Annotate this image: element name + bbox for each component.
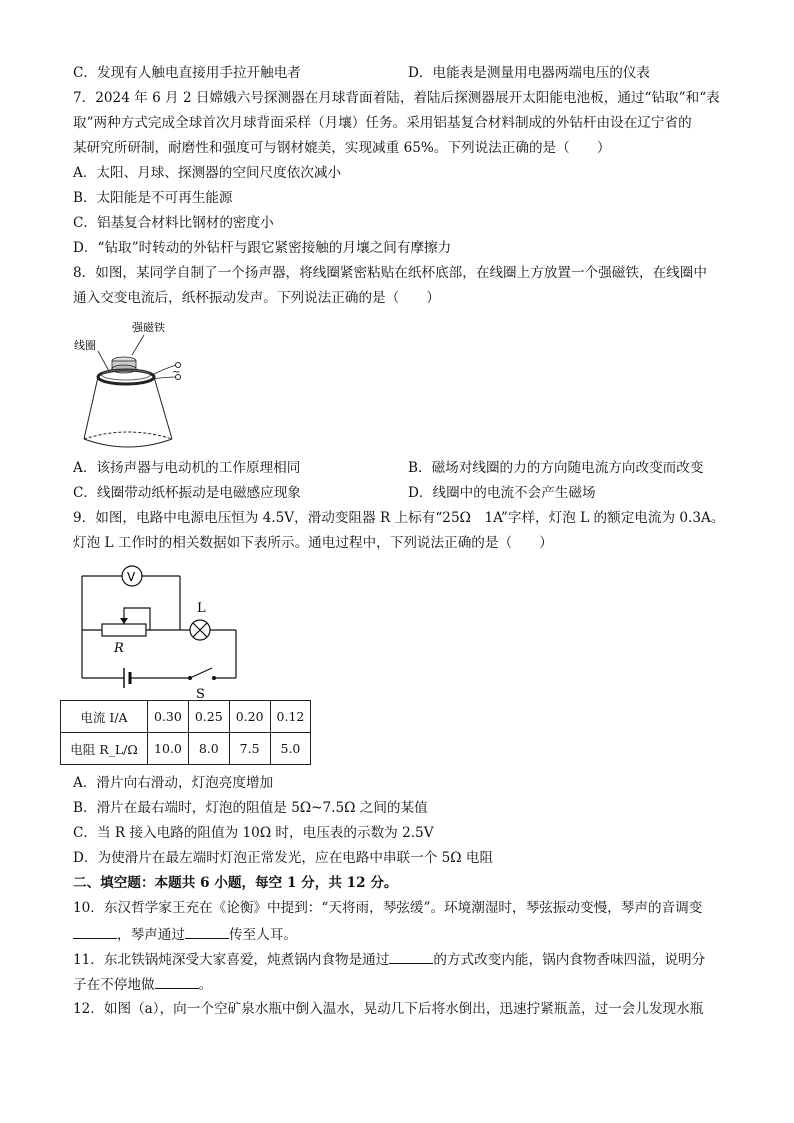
q8-stem-line1: 8．如图，某同学自制了一个扬声器，将线圈紧密粘贴在纸杯底部，在线圈上方放置一个强磁铁，在线圈中 <box>73 265 707 281</box>
magnet-label: 强磁铁 <box>132 321 165 334</box>
coil-label: 线圈 <box>74 339 96 352</box>
table-header-resistance: 电阻 R_L/Ω <box>61 733 148 765</box>
q7-stem-line3: 某研究所研制，耐磨性和强度可与钢材媲美，实现减重 65%。下列说法正确的是（ ） <box>73 140 611 156</box>
q7-option-a: A．太阳、月球、探测器的空间尺度依次减小 <box>73 165 342 181</box>
q7-option-c: C．铝基复合材料比钢材的密度小 <box>73 215 274 231</box>
q6-option-d: D．电能表是测量用电器两端电压的仪表 <box>408 65 650 81</box>
answer-blank[interactable] <box>389 949 433 964</box>
section-title: 二、填空题：本题共 6 小题，每空 1 分，共 12 分。 <box>73 875 398 891</box>
table-cell: 10.0 <box>148 733 189 765</box>
q11-line1 <box>73 949 705 969</box>
table-cell: 0.25 <box>188 701 229 733</box>
q9-stem-line2: 灯泡 L 工作时的相关数据如下表所示。通电过程中，下列说法正确的是（ ） <box>73 535 553 551</box>
rheostat-label: R <box>114 641 124 656</box>
q11-text-a: 11．东北铁锅炖深受大家喜爱，炖煮锅内食物是通过 <box>73 952 390 968</box>
table-cell: 0.30 <box>148 701 189 733</box>
q6-option-c: C．发现有人触电直接用手拉开触电者 <box>73 65 301 81</box>
table-cell: 0.20 <box>229 701 270 733</box>
q10-text-a: ，琴声通过 <box>117 927 185 943</box>
switch-icon <box>190 668 212 678</box>
table-cell: 8.0 <box>188 733 229 765</box>
q8-option-d: D．线圈中的电流不会产生磁场 <box>408 485 596 501</box>
q10-text-b: 传至人耳。 <box>228 927 297 943</box>
q7-option-d: D．“钻取”时转动的外钻杆与跟它紧密接触的月壤之间有摩擦力 <box>73 240 452 256</box>
q8-option-b: B．磁场对线圈的力的方向随电流方向改变而改变 <box>408 460 704 476</box>
q8-stem-line2: 通入交变电流后，纸杯振动发声。下列说法正确的是（ ） <box>73 290 441 306</box>
answer-blank[interactable] <box>185 924 229 939</box>
table-header-current: 电流 I/A <box>61 701 148 733</box>
table-cell: 5.0 <box>270 733 311 765</box>
answer-blank[interactable] <box>73 924 117 939</box>
speaker-figure <box>72 315 202 450</box>
table-cell: 0.12 <box>270 701 311 733</box>
q7-stem-line1: 7．2024 年 6 月 2 日嫦娥六号探测器在月球背面着陆，着陆后探测器展开太阳能电池板，通过“钻取”和“表 <box>73 90 720 106</box>
circuit-diagram <box>70 560 250 700</box>
rheostat-icon <box>102 624 146 636</box>
q11-text-b: 的方式改变内能，锅内食物香味四溢，说明分 <box>433 952 706 968</box>
q7-stem-line2: 取”两种方式完成全球首次月球背面采样（月壤）任务。采用铝基复合材料制成的外钻杆由设在辽宁省的 <box>73 115 692 131</box>
q9-option-d: D．为使滑片在最左端时灯泡正常发光，应在电路中串联一个 5Ω 电阻 <box>73 850 494 866</box>
q7-option-b: B．太阳能是不可再生能源 <box>73 190 233 206</box>
q11-line2 <box>73 974 212 994</box>
q9-option-c: C．当 R 接入电路的阻值为 10Ω 时，电压表的示数为 2.5V <box>73 825 434 841</box>
lamp-label: L <box>197 601 206 616</box>
answer-blank[interactable] <box>155 974 199 989</box>
table-row <box>61 733 311 765</box>
q9-option-a: A．滑片向右滑动，灯泡亮度增加 <box>73 775 274 791</box>
voltmeter-label: V <box>127 570 136 584</box>
table-row <box>61 701 311 733</box>
q10-line2 <box>73 924 297 944</box>
q10-line1: 10．东汉哲学家王充在《论衡》中提到：“天将雨，琴弦缓”。环境潮湿时，琴弦振动变慢，琴声的音调变 <box>73 900 703 916</box>
q8-option-a: A．该扬声器与电动机的工作原理相同 <box>73 460 301 476</box>
svg-text:~: ~ <box>172 367 181 378</box>
q11-text-d: 。 <box>198 977 213 993</box>
switch-label: S <box>196 687 205 700</box>
q9-option-b: B．滑片在最右端时，灯泡的阻值是 5Ω~7.5Ω 之间的某值 <box>73 800 428 816</box>
q11-text-c: 子在不停地做 <box>73 977 155 993</box>
lamp-data-table <box>60 700 311 765</box>
q8-option-c: C．线圈带动纸杯振动是电磁感应现象 <box>73 485 301 501</box>
q12-line1: 12．如图（a），向一个空矿泉水瓶中倒入温水，晃动几下后将水倒出，迅速拧紧瓶盖，过一会儿发现水瓶 <box>73 1001 704 1017</box>
table-cell: 7.5 <box>229 733 270 765</box>
q9-stem-line1: 9．如图，电路中电源电压恒为 4.5V，滑动变阻器 R 上标有“25Ω 1A”字样，灯泡 L 的额定电流为 0.3A。 <box>73 510 725 526</box>
